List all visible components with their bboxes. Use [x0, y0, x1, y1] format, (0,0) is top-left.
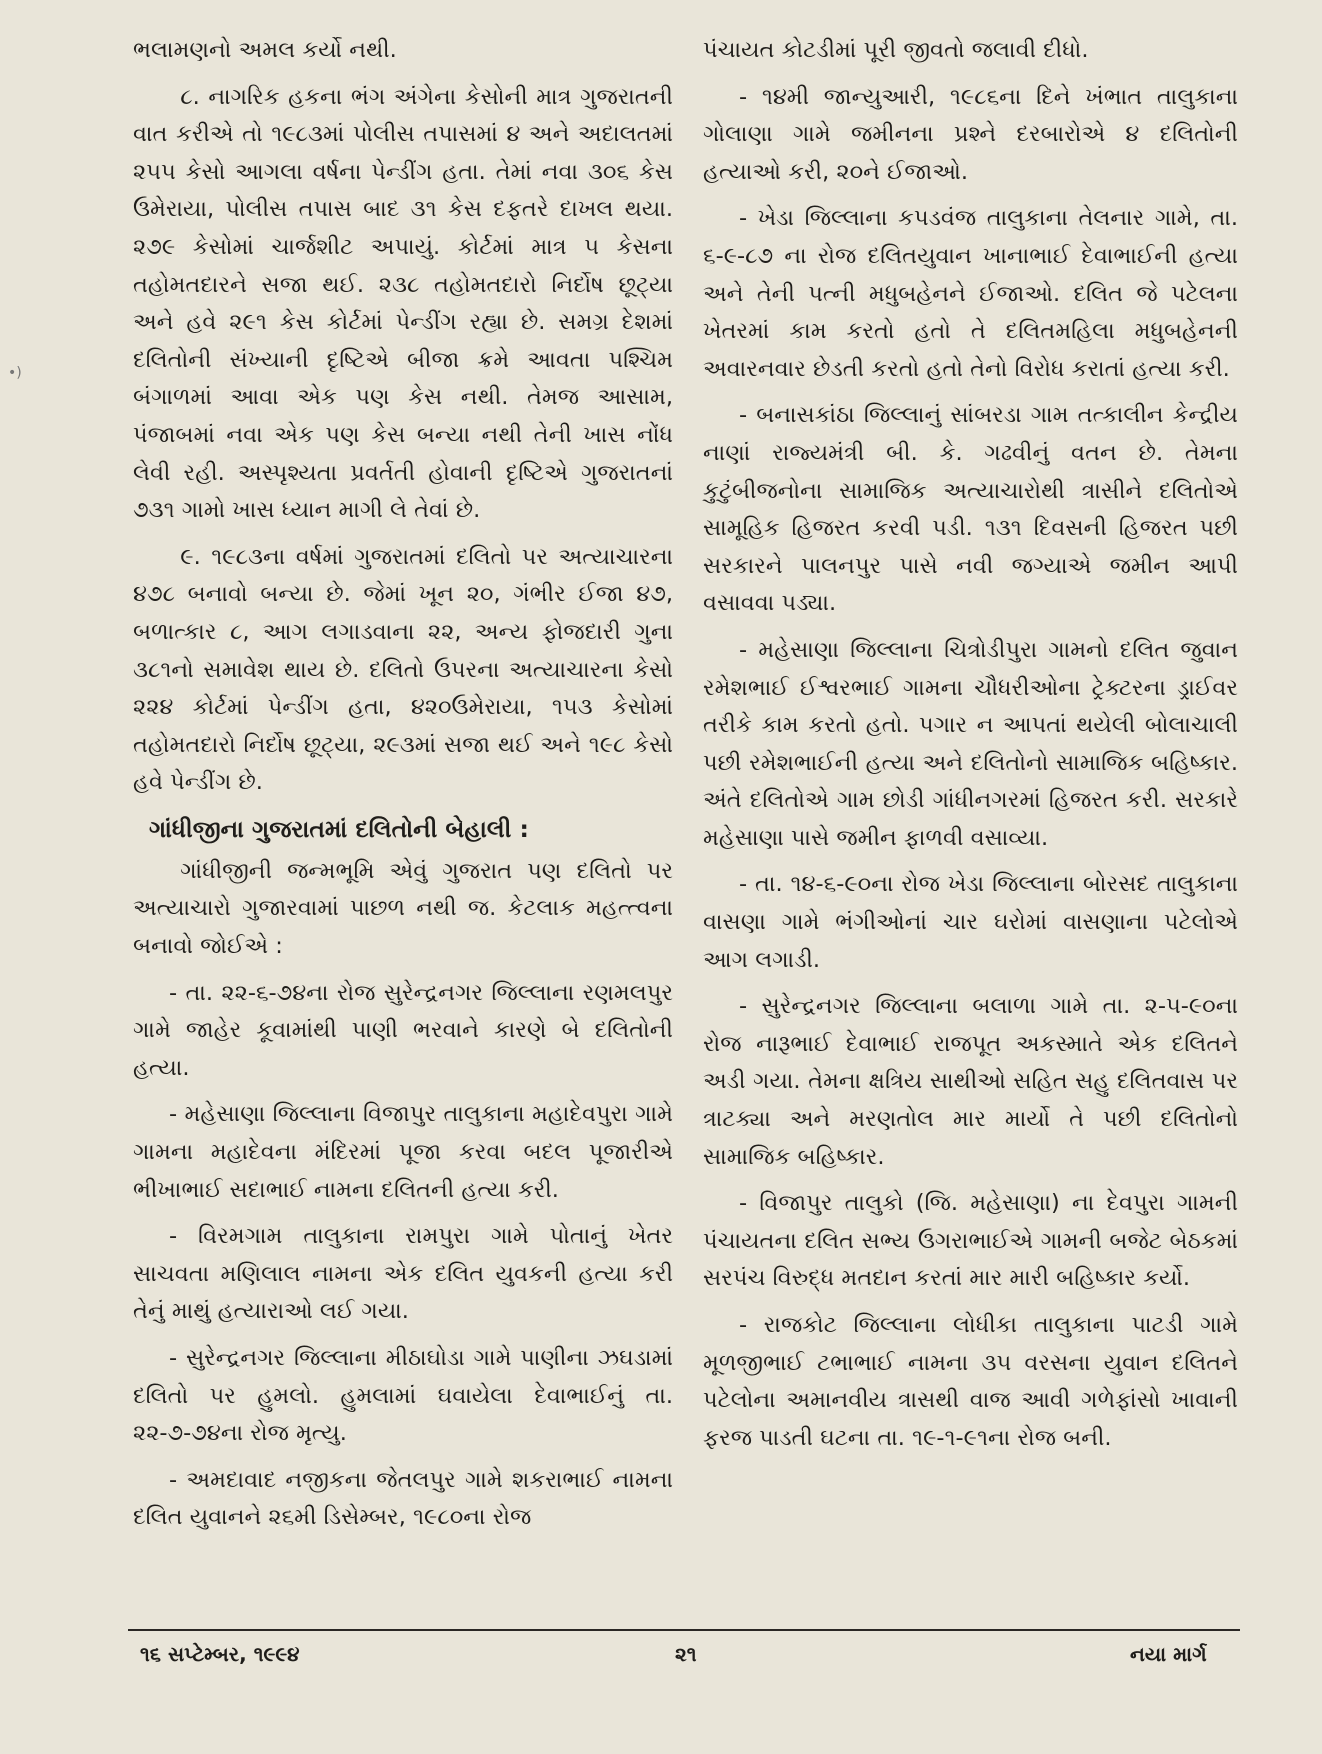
- list-item: - મહેસાણા જિલ્લાના ચિત્રોડીપુરા ગામનો દલિત જુવાન રમેશભાઈ ઈશ્વરભાઈ ગામના ચૌધરીઓના ટ્રેક્ટરના ડ્રાઈવર તરીકે કામ કરતો હતો. પગાર ન આપતાં થયેલી બોલાચાલી પછી રમેશભાઈની હત્યા અને દલિતોનો સામાજિક બહિષ્કાર. અંતે દલિતોએ ગામ છોડી ગાંધીનગરમાં હિજરત કરી. સરકારે મહેસાણા પાસે જમીન ફાળવી વસાવ્યા.: [703, 636, 1238, 851]
- list-item: - સુરેન્દ્રનગર જિલ્લાના બલાળા ગામે તા. ૨-૫-૯૦ના રોજ નારૂભાઈ દેવાભાઈ રાજપૂત અકસ્માતે એક દલિતને અડી ગયા. તેમના ક્ષત્રિય સાથીઓ સહિત સહુ દલિતવાસ પર ત્રાટક્યા અને મરણતોલ માર માર્યો તે પછી દલિતોનો સામાજિક બહિષ્કાર.: [703, 993, 1238, 1170]
- list-item: - અમદાવાદ નજીકના જેતલપુર ગામે શકરાભાઈ નામના દલિત યુવાનને ૨૬મી ડિસેમ્બર, ૧૯૮૦ના રોજ: [133, 1466, 673, 1531]
- list-item: - તા. ૨૨-૬-૭૪ના રોજ સુરેન્દ્રનગર જિલ્લાના રણમલપુર ગામે જાહેર કૂવામાંથી પાણી ભરવાને કારણે બે દલિતોની હત્યા.: [133, 979, 673, 1081]
- publication-name: નયા માર્ગ: [1130, 1642, 1207, 1666]
- list-item: - મહેસાણા જિલ્લાના વિજાપુર તાલુકાના મહાદેવપુરા ગામે ગામના મહાદેવના મંદિરમાં પૂજા કરવા બદલ પૂજારીએ ભીખાભાઈ સદાભાઈ નામના દલિતની હત્યા કરી.: [133, 1101, 673, 1203]
- list-item: - સુરેન્દ્રનગર જિલ્લાના મીઠાઘોડા ગામે પાણીના ઝઘડામાં દલિતો પર હુમલો. હુમલામાં ઘવાયેલા દેવાભાઈનું તા. ૨૨-૭-૭૪ના રોજ મૃત્યુ.: [133, 1345, 673, 1447]
- footer-divider: [128, 1629, 1240, 1631]
- list-item: - બનાસકાંઠા જિલ્લાનું સાંબરડા ગામ તત્કાલીન કેન્દ્રીય નાણાં રાજ્યમંત્રી બી. કે. ગઢવીનું વતન છે. તેમના કુટુંબીજનોના સામાજિક અત્યાચારોથી ત્રાસીને દલિતોએ સામૂહિક હિજરત કરવી પડી. ૧૩૧ દિવસની હિજરત પછી સરકારને પાલનપુર પાસે નવી જગ્યાએ જમીન આપી વસાવવા પડ્યા.: [703, 402, 1238, 617]
- paragraph: ભલામણનો અમલ કર્યો નથી.: [133, 37, 397, 63]
- footer-date: ૧૬ સપ્ટેમ્બર, ૧૯૯૪: [140, 1642, 300, 1666]
- list-item: - વિરમગામ તાલુકાના રામપુરા ગામે પોતાનું ખેતર સાચવતા મણિલાલ નામના એક દલિત યુવકની હત્યા કરી તેનું માથું હત્યારાઓ લઈ ગયા.: [133, 1223, 673, 1325]
- paragraph: ૮. નાગરિક હકના ભંગ અંગેના કેસોની માત્ર ગુજરાતની વાત કરીએ તો ૧૯૮૩માં પોલીસ તપાસમાં ૪ અને અદાલતમાં ૨૫૫ કેસો આગલા વર્ષના પેન્ડીંગ હતા. તેમાં નવા ૩૦૬ કેસ ઉમેરાયા, પોલીસ તપાસ બાદ ૩૧ કેસ દફતરે દાખલ થયા. ૨૭૯ કેસોમાં ચાર્જશીટ અપાયું. કોર્ટમાં માત્ર ૫ કેસના તહોમતદારને સજા થઈ. ૨૩૮ તહોમતદારો નિર્દોષ છૂટ્યા અને હવે ૨૯૧ કેસ કોર્ટમાં પેન્ડીંગ રહ્યા છે. સમગ્ર દેશમાં દલિતોની સંખ્યાની દૃષ્ટિએ બીજા ક્રમે આવતા પશ્ચિમ બંગાળમાં આવા એક પણ કેસ નથી. તેમજ આસામ, પંજાબમાં નવા એક પણ કેસ બન્યા નથી તેની ખાસ નોંધ લેવી રહી. અસ્પૃશ્યતા પ્રવર્તતી હોવાની દૃષ્ટિએ ગુજરાતનાં ૭૩૧ ગામો ખાસ ધ્યાન માગી લે તેવાં છે.: [133, 83, 673, 524]
- paragraph: ૯. ૧૯૮૩ના વર્ષમાં ગુજરાતમાં દલિતો પર અત્યાચારના ૪૭૮ બનાવો બન્યા છે. જેમાં ખૂન ૨૦, ગંભીર ઈજા ૪૭, બળાત્કાર ૮, આગ લગાડવાના ૨૨, અન્ય ફોજદારી ગુના ૩૮૧નો સમાવેશ થાય છે. દલિતો ઉપરના અત્યાચારના કેસો ૨૨૪ કોર્ટમાં પેન્ડીંગ હતા, ૪૨૦ઉમેરાયા, ૧૫૩ કેસોમાં તહોમતદારો નિર્દોષ છૂટ્યા, ૨૯૩માં સજા થઈ અને ૧૯૮ કેસો હવે પેન્ડીંગ છે.: [133, 543, 673, 796]
- list-item: - વિજાપુર તાલુકો (જિ. મહેસાણા) ના દેવપુરા ગામની પંચાયતના દલિત સભ્ય ઉગરાભાઈએ ગામની બજેટ બેઠકમાં સરપંચ વિરુદ્ધ મતદાન કરતાં માર મારી બહિષ્કાર કર્યો.: [703, 1190, 1238, 1292]
- paragraph: પંચાયત કોટડીમાં પૂરી જીવતો જલાવી દીધો.: [703, 37, 1089, 63]
- list-item: - ૧૪મી જાન્યુઆરી, ૧૯૮૬ના દિને ખંભાત તાલુકાના ગોલાણા ગામે જમીનના પ્રશ્ને દરબારોએ ૪ દલિતોની હત્યાઓ કરી, ૨૦ને ઈજાઓ.: [703, 83, 1238, 185]
- right-column: [703, 32, 1238, 1466]
- list-item: - તા. ૧૪-૬-૯૦ના રોજ ખેડા જિલ્લાના બોરસદ તાલુકાના વાસણા ગામે ભંગીઓનાં ચાર ઘરોમાં વાસણાના પટેલોએ આગ લગાડી.: [703, 871, 1238, 973]
- margin-mark: •): [8, 365, 22, 381]
- list-item: - ખેડા જિલ્લાના કપડવંજ તાલુકાના તેલનાર ગામે, તા. ૬-૯-૮૭ ના રોજ દલિતયુવાન ખાનાભાઈ દેવાભાઈની હત્યા અને તેની પત્ની મધુબહેનને ઈજાઓ. દલિત જે પટેલના ખેતરમાં કામ કરતો હતો તે દલિતમહિલા મધુબહેનની અવારનવાર છેડતી કરતો હતો તેનો વિરોધ કરાતાં હત્યા કરી.: [703, 205, 1238, 382]
- left-column: [133, 32, 673, 1546]
- paragraph: ગાંધીજીની જન્મભૂમિ એવું ગુજરાત પણ દલિતો પર અત્યાચારો ગુજારવામાં પાછળ નથી જ. કેટલાક મહત્ત્વના બનાવો જોઈએ :: [133, 857, 673, 960]
- page-number: ૨૧: [675, 1642, 697, 1666]
- list-item: - રાજકોટ જિલ્લાના લોધીકા તાલુકાના પાટડી ગામે મૂળજીભાઈ ટભાભાઈ નામના ૩૫ વરસના યુવાન દલિતને પટેલોના અમાનવીય ત્રાસથી વાજ આવી ગળેફાંસો ખાવાની ફરજ પાડતી ઘટના તા. ૧૯-૧-૯૧ના રોજ બની.: [703, 1312, 1238, 1451]
- section-heading: ગાંધીજીના ગુજરાતમાં દલિતોની બેહાલી :: [149, 814, 529, 843]
